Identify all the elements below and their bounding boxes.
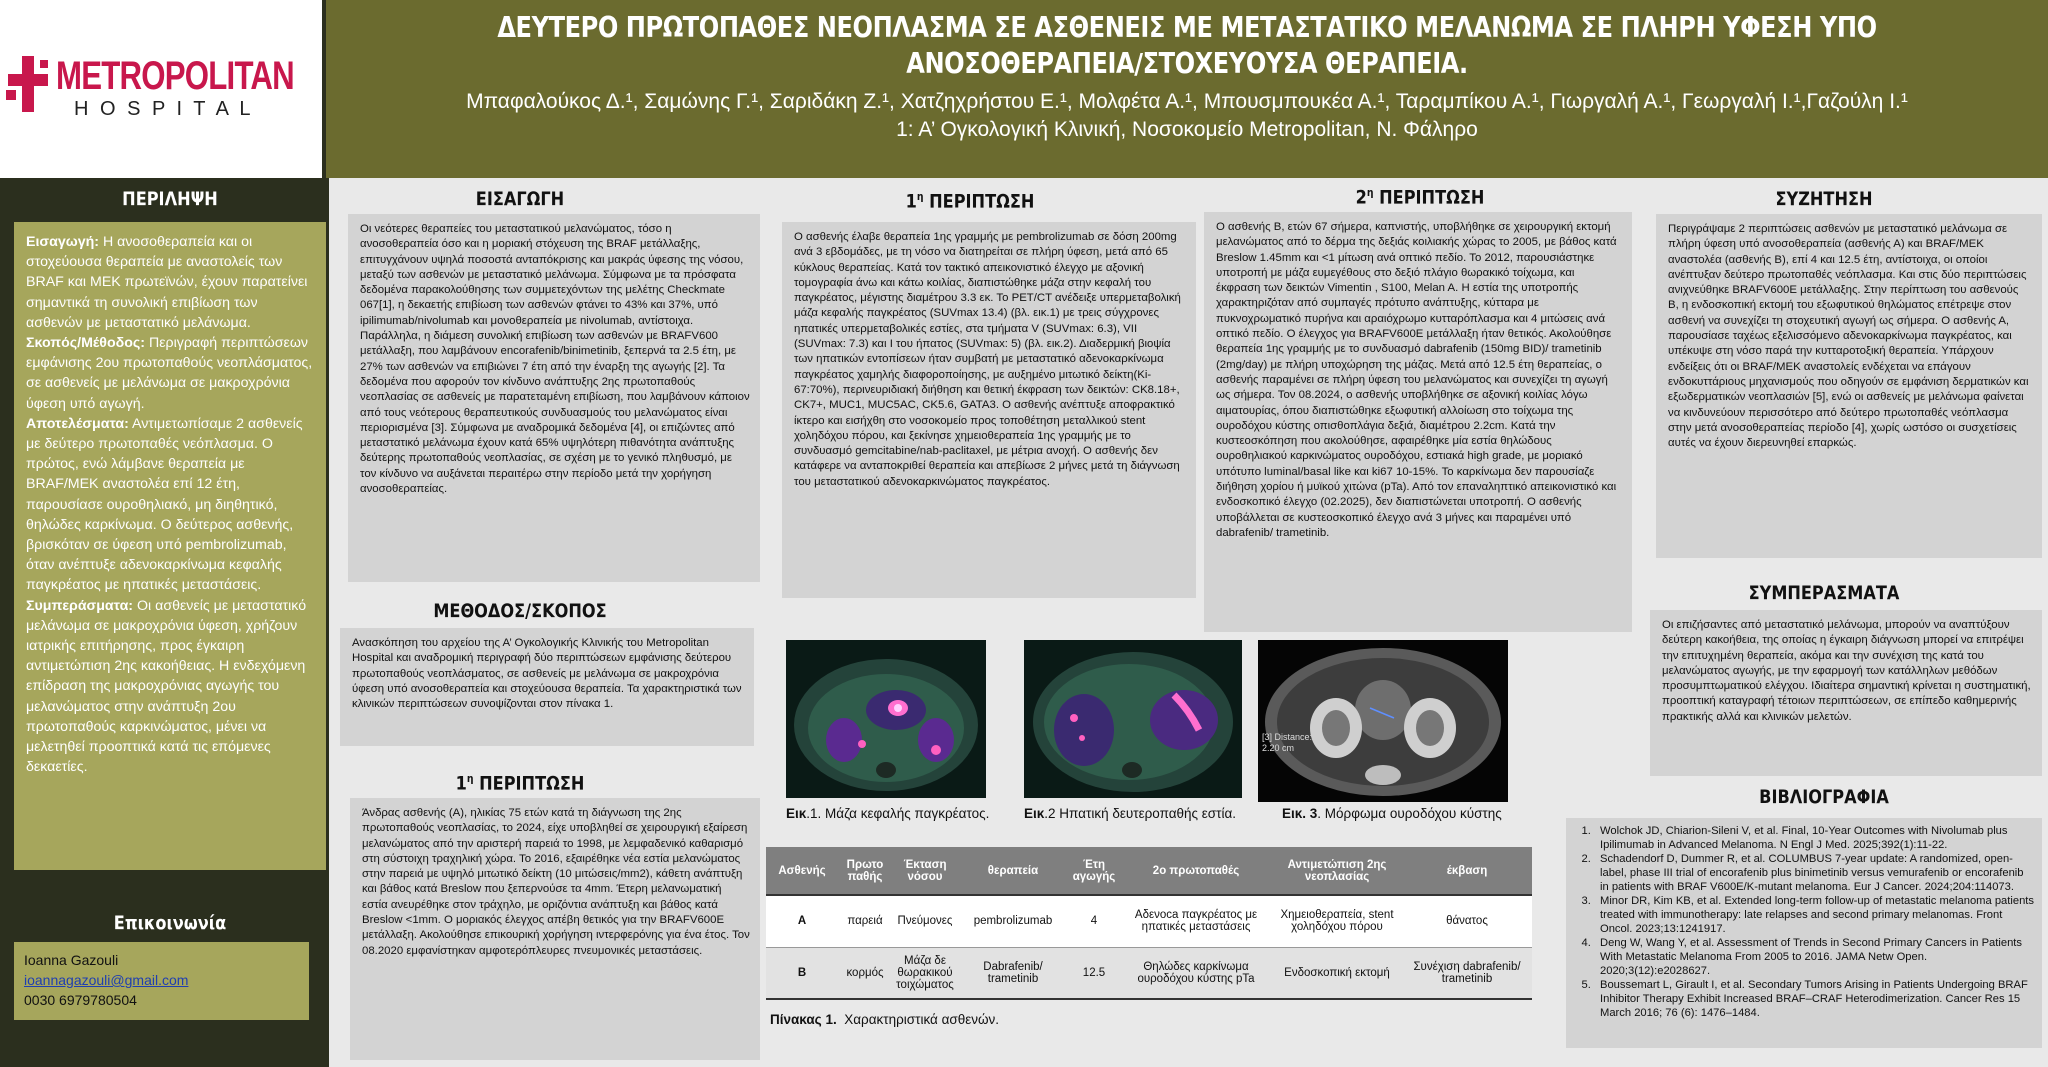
references-panel: [1566, 818, 2042, 1048]
results-label: Αποτελέσματα:: [26, 415, 129, 432]
results-summary: Αντιμετωπίσαμε 2 ασθενείς με δεύτερο πρωτοπαθές νεόπλασμα. Ο πρώτος, ενώ λάμβανε θεραπεία με BRAF/MEK αναστολέα επί 12 έτη, παρουσίασε ουροθηλιακό, μη διηθητικό, θηλώδες καρκίνωμα. Ο δεύτερος ασθενής, βρισκόταν σε ύφεση υπό pembrolizumab, όταν ανέπτυξε αδενοκαρκίνωμα κεφαλής παγκρέατος με ηπατικές μεταστάσεις.: [26, 415, 303, 594]
methods-heading: ΜΕΘΟΔΟΣ/ΣΚΟΠΟΣ: [433, 600, 607, 622]
contact-heading: Επικοινωνία: [113, 912, 227, 934]
table-cell: Ενδοσκοπική εκτομή: [1272, 947, 1402, 999]
table-row: [766, 947, 1532, 999]
table-header: 2ο πρωτοπαθές: [1120, 847, 1272, 895]
poster-header: [326, 0, 2048, 178]
contact-phone: 0030 6979780504: [24, 992, 137, 1008]
reference-item: 2. Schadendorf D, Dummer R, et al. COLUMBUS 7-year update: A randomized, open-label, phase III trial of encorafenib plus binimetinib versus vemurafenib or encorafenib in patients with BRAF V600E/K-mutant melanoma. Eur J Cancer. 2024;204:114073.: [1594, 852, 2034, 894]
reference-item: 1. Wolchok JD, Chiarion-Sileni V, et al. Final, 10-Year Outcomes with Nivolumab plus Ipilimumab in Advanced Melanoma. N Engl J Med. 2025;392(1):11-22.: [1594, 824, 2034, 852]
table-header: θεραπεία: [958, 847, 1068, 895]
ct-bladder-image: [1258, 640, 1508, 802]
conclusions-label: Συμπεράσματα:: [26, 597, 134, 614]
table-caption: Πίνακας 1. Χαρακτηριστικά ασθενών.: [770, 1012, 1000, 1027]
methods-panel: Ανασκόπηση του αρχείου της Α’ Ογκολογικής Κλινικής του Metropolitan Hospital και αναδρομική περιγραφή δύο περιπτώσεων εμφάνισης δεύτερου πρωτοπαθούς νεοπλάσματος, σε ασθενείς με μελάνωμα σε μακροχρόνια ύφεση υπό ανοσοθεραπεία και στοχεύουσα θεραπεία. Τα χαρακτηριστικά των κλινικών περιπτώσεων συνοψίζονται στον πίνακα 1.: [340, 628, 754, 746]
author-list: Μπαφαλούκος Δ.¹, Σαμώνης Γ.¹, Σαριδάκη Ζ.¹, Χατζηχρήστου Ε.¹, Μολφέτα Α.¹, Μπουσμπουκέα Α.¹, Ταραμπίκου Α.¹, Γιωργαλή Α.¹, Γεωργαλή Ι.¹,Γαζούλη Ι.¹: [466, 90, 1908, 113]
table-cell: Μάζα δε θωρακικού τοιχώματος: [892, 947, 958, 999]
table-row: [766, 895, 1532, 947]
figure-1-pet-ct: [786, 640, 986, 798]
ct-measurement-overlay: [3] Distance: 2.20 cm: [1262, 732, 1313, 753]
poster-title-line1: ΔΕΥΤΕΡΟ ΠΡΩΤΟΠΑΘΕΣ ΝΕΟΠΛΑΣΜΑ ΣΕ ΑΣΘΕΝΕΙΣ ΜΕ ΜΕΤΑΣΤΑΤΙΚΟ ΜΕΛΑΝΩΜΑ ΣΕ ΠΛΗΡΗ ΥΦΕΣΗ ΥΠΟ: [497, 11, 1877, 44]
contact-email-link[interactable]: ioannagazouli@gmail.com: [24, 972, 189, 988]
pet-scan-liver-image: [1024, 640, 1242, 798]
table-header: Πρωτο παθής: [838, 847, 892, 895]
table-cell: 4: [1068, 895, 1120, 947]
logo-area: [0, 0, 326, 178]
table-header: Αντιμετώπιση 2ης νεοπλασίας: [1272, 847, 1402, 895]
table-cell: Πνεύμονες: [892, 895, 958, 947]
summary-heading: ΠΕΡΙΛΗΨΗ: [122, 188, 218, 210]
summary-box: [14, 222, 326, 870]
case2-heading: $2^\eta$ ΠΕΡΙΠΤΩΣΗ: [1355, 186, 1485, 209]
conclusions-summary: Οι ασθενείς με μεταστατικό μελάνωμα σε μακροχρόνια ύφεση, χρήζουν ιατρικής επιτήρησης, προς έγκαιρη αντιμετώπιση 2ης κακοήθειας. Η ενδεχόμενη επίδραση της μακροχρόνιας αγωγής του μελανώματος στην ανάπτυξη 2ου πρωτοπαθούς καρκινώματος, μένει να μελετηθεί προοπτικά κατά τις επόμενες δεκαετίες.: [26, 597, 307, 776]
discussion-panel: Περιγράψαμε 2 περιπτώσεις ασθενών με μεταστατικό μελάνωμα σε πλήρη ύφεση υπό ανοσοθεραπεία (ασθενής Α) και BRAF/MEK αναστολέα (ασθενής Β), επί 4 και 12.5 έτη, αντίστοιχα, οι οποίοι ανέπτυξαν δεύτερο πρωτοπαθές νεόπλασμα. Και στις δύο περιπτώσεις ανιχνεύθηκε BRAFV600E μετάλλαξης. Στην περίπτωση του ασθενούς Β, η ενδοσκοπική εκτομή του εξωφυτικού θηλώματος επέτρεψε στον ασθενή να συνεχίζει τη στοχευτική αγωγή ως σήμερα. Ο ασθενής Α, παρουσίασε ταχέως εξελισσόμενο αδενοκαρκίνωμα παγκρέατος, και υπέκυψε στη νόσο παρά την κυτταροτοξική θεραπεία. Υπάρχουν ενδείξεις ότι οι BRAF/MEK αναστολείς ενδέχεται να επάγουν ενδοκυττάριους μηχανισμούς που οδηγούν σε εμφάνιση δερματικών και εξωδερματικών νεοπλασιών [5], ενώ οι ασθενείς με μελάνωμα φαίνεται να κινδυνεύουν περισσότερο από δεύτερο πρωτοπαθές νεόπλασμα στην μετά ανοσοθεραπείας περίοδο [4], χωρίς ωστόσο οι συσχετίσεις αυτές να έχουν διερευνηθεί επαρκώς.: [1656, 214, 2042, 558]
table-cell: 12.5: [1068, 947, 1120, 999]
aim-summary: Περιγραφή περιπτώσεων εμφάνισης 2ου πρωτοπαθούς νεοπλάσματος, σε ασθενείς με μελάνωμα σε μακροχρόνια ύφεση υπό αγωγή.: [26, 335, 313, 412]
table-cell: κορμός: [838, 947, 892, 999]
table-header: έκβαση: [1402, 847, 1532, 895]
table-cell: θάνατος: [1402, 895, 1532, 947]
table-cell: Συνέχιση dabrafenib/ trametinib: [1402, 947, 1532, 999]
intro-heading: ΕΙΣΑΓΩΓΗ: [475, 188, 565, 210]
patients-table: [766, 847, 1532, 1000]
metropolitan-cross-logo-icon: [6, 52, 50, 118]
figure-2-pet-ct: [1024, 640, 1242, 798]
case1-panel-left: Άνδρας ασθενής (Α), ηλικίας 75 ετών κατά τη διάγνωση της 2ης πρωτοπαθούς νεοπλασίας, το 2024, είχε υποβληθεί σε χειρουργική εξαίρεση μελανώματος από την αριστερή παρειά το 1998, με λεμφαδενικό καθαρισμό στη σύστοιχη τραχηλική χώρα. Το 2016, εξαιρέθηκε νέα εστία μελανώματος στην παρειά με υψηλό μιτωτικό δείκτη (10 μιτώσεις/mm2), κάθετη ανάπτυξη και βάθος κατά Breslow που ξεπερνούσε τα 4mm. Έτερη μελανωματική εστία ανευρέθηκε στον τράχηλο, με οριζόντια ανάπτυξη και βάθος κατά Breslow <1mm. Ο μοριακός έλεγχος απέβη θετικός για την BRAFV600E μετάλλαξη. Ακολούθησε επικουρική χορήγηση ιντερφερόνης για ένα έτος. Τον 08.2020 εμφανίστηκαν αμφοτερόπλευρες πνευμονικές μεταστάσεις.: [350, 798, 760, 1060]
figure-2-caption: Εικ.2 Ηπατική δευτεροπαθής εστία.: [1024, 806, 1237, 821]
reference-item: 5. Boussemart L, Girault I, et al. Secondary Tumors Arising in Patients Undergoing BRAF Inhibitor Therapy Exhibit Increased BRAF–CRAF Heterodimerization. Cancer Res 15 March 2016; 76 (6): 1476–1484.: [1594, 978, 2034, 1020]
table-header: Έκταση νόσου: [892, 847, 958, 895]
case1-panel-mid: Ο ασθενής έλαβε θεραπεία 1ης γραμμής με pembrolizumab σε δόση 200mg ανά 3 εβδομάδες, με τη νόσο να διατηρείται σε πλήρη ύφεση, μετά από 65 κύκλους θεραπείας. Κατά τον τακτικό απεικονιστικό έλεγχο με αξονική τομογραφία άνω και κάτω κοιλίας, διαπιστώθηκε μάζα στην κεφαλή του παγκρέατος, μέγιστης διαμέτρου 3.3 εκ. Το PET/CT ανέδειξε υπερμεταβολική μάζα κεφαλής παγκρέατος (SUVmax 13.4) (βλ. εικ.1) με τρεις σύγχρονες ηπατικές υπερμεταβολικές εστίες, στα τμήματα V (SUVmax: 6.3), VII (SUVmax: 7.3) και I του ήπατος (SUVmax: 5) (βλ. εικ.2). Διαδερμική βιοψία των ηπατικών εντοπίσεων ήταν συμβατή με μεταστατικό αδενοκαρκίνωμα παγκρέατος χαμηλής διαφοροποίησης, με αυξημένο μιτωτικό δείκτη(Ki-67:70%), περινευριδιακή διήθηση και θετική έκφραση των δεικτών: CK8.18+, CK7+, MUC1, MUC5AC, CK5.6, GATA3. Ο ασθενής ανέπτυξε αποφρακτικό ίκτερο και εισήχθη στο νοσοκομείο προς τοποθέτηση μεταλλικού stent χοληδόχου πόρου, και ξεκίνησε χημειοθεραπεία 1ης γραμμής με το συνδυασμό gemcitabine/nab-paclitaxel, με μέτρια ανοχή. Ο ασθενής δεν κατάφερε να ανταποκριθεί θεραπεία και απεβίωσε 2 μήνες μετά τη διάγνωση του μεταστατικού αδενοκαρκινώματος παγκρέατος.: [782, 222, 1196, 598]
conclusions-heading: ΣΥΜΠΕΡΑΣΜΑΤΑ: [1748, 582, 1900, 604]
references-list: [1574, 824, 2034, 1020]
table-cell: Α: [766, 895, 838, 947]
case1-heading-left: $1^\eta$ ΠΕΡΙΠΤΩΣΗ: [455, 772, 585, 795]
aim-label: Σκοπός/Μέθοδος:: [26, 335, 145, 352]
table-header: Έτη αγωγής: [1068, 847, 1120, 895]
figure-3-ct: [1258, 640, 1508, 802]
case2-panel: Ο ασθενής Β, ετών 67 σήμερα, καπνιστής, υποβλήθηκε σε χειρουργική εκτομή μελανώματος από το δέρμα της δεξιάς κοιλιακής χώρας το 2005, με βάθος κατά Breslow 1.45mm και <1 μίτωση ανά οπτικό πεδίο. Το 2012, παρουσιάστηκε υποτροπή με μάζα ευμεγέθους στο δεξιό πλάγιο θωρακικό τοίχωμα, και έκφραση των δεικτών Vimentin , S100, Melan A. Η εστία της υποτροπής χαρακτηριζόταν από συμπαγές πρότυπο ανάπτυξης, κύτταρα με πυκνοχρωματικό πυρήνα και αραιόχρωμο κυτταρόπλασμα και 4 μιτώσεις ανά οπτικό πεδίο. Ο έλεγχος για BRAFV600E μετάλλαξη ήταν θετικός. Ακολούθησε θεραπεία 1ης γραμμής με το συνδυασμό dabrafenib (150mg BID)/ trametinib (2mg/day) με πλήρη υποχώρηση της μάζας. Μετά από 12.5 έτη θεραπείας, ο ασθενής παραμένει σε πλήρη ύφεση του μελανώματος και συνεχίζει τη αγωγή ως σήμερα. Τον 08.2024, ο ασθενής υποβλήθηκε σε αξονική κοιλίας λόγω αιματουρίας, όπου διαπιστώθηκε εξωφυτική αλλοίωση στο τοίχωμα της ουροδόχου κύστης οπισθοπλάγια δεξιά, διαμέτρου 2.2cm. Κατά την κυστεοσκόπηση που ακολούθησε, αφαιρέθηκε μία εστία θηλώδους ουροθηλιακού καρκινώματος ουροδόχου, εστιακά high grade, με μοριακό υπότυπο luminal/basal like και ki67 10-15%. Το καρκίνωμα δεν παρουσίαζε διήθηση χορίου ή μυϊκού χιτώνα (pTa). Από τον επαναληπτικό απεικονιστικό και ενδοσκοπικό έλεγχο (02.2025), δεν διαπιστώνεται υποτροπή. Ο ασθενής υποβάλλεται σε κυστεοσκοπικό έλεγχο ανά 3 μήνες και παραμένει υπό dabrafenib/ trametinib.: [1204, 212, 1632, 632]
table-cell: Dabrafenib/ trametinib: [958, 947, 1068, 999]
reference-item: 4. Deng W, Wang Y, et al. Assessment of Trends in Second Primary Cancers in Patients With Metastatic Melanoma From 2005 to 2016. JAMA Netw Open. 2020;3(12):e2028627.: [1594, 936, 2034, 978]
table-cell: Β: [766, 947, 838, 999]
table-header: Ασθενής: [766, 847, 838, 895]
table-cell: Χημειοθεραπεία, stent χοληδόχου πόρου: [1272, 895, 1402, 947]
table-cell: παρειά: [838, 895, 892, 947]
poster-title-line2: ΑΝΟΣΟΘΕΡΑΠΕΙΑ/ΣΤΟΧΕΥΟΥΣΑ ΘΕΡΑΠΕΙΑ.: [906, 47, 1468, 80]
logo-wordmark: METROPOLITAN: [56, 54, 294, 98]
contact-name: Ioanna Gazouli: [24, 952, 119, 968]
contact-box: [14, 942, 309, 1020]
table-cell: pembrolizumab: [958, 895, 1068, 947]
reference-item: 3. Minor DR, Kim KB, et al. Extended long-term follow-up of metastatic melanoma patients treated with immunotherapy: late relapses and second primary melanomas. Front Oncol. 2023;13:1241917.: [1594, 894, 2034, 936]
intro-label: Εισαγωγή:: [26, 234, 99, 250]
figure-1-caption: Εικ.1. Μάζα κεφαλής παγκρέατος.: [786, 806, 990, 821]
table-cell: Αδενοca παγκρέατος με ηπατικές μεταστάσεις: [1120, 895, 1272, 947]
logo-subtitle: H O S P I T A L: [74, 98, 254, 120]
discussion-heading: ΣΥΖΗΤΗΣΗ: [1775, 188, 1873, 210]
pet-scan-pancreas-image: [786, 640, 986, 798]
conclusions-panel: Οι επιζήσαντες από μεταστατικό μελάνωμα, μπορούν να αναπτύξουν δεύτερη κακοήθεια, της οποίας η έγκαιρη διάγνωση μπορεί να επιτρέψει την επιτυχημένη θεραπεία, ακόμα και την συνέχιση της κατά του μελανώματος αγωγής, με την εφαρμογή των κατάλληλων μεθόδων προσυμπτωματικού ελέγχου. Ιδιαίτερα σημαντική κρίνεται η συστηματική, προοπτική καταγραφή τέτοιων περιπτώσεων, σε επίπεδο καθημερινής πρακτικής αλλά και κλινικών μελετών.: [1650, 610, 2042, 776]
intro-panel: Οι νεότερες θεραπείες του μεταστατικού μελανώματος, τόσο η ανοσοθεραπεία όσο και η μοριακή στόχευση της BRAF μετάλλαξης, επιτυγχάνουν υψηλά ποσοστά ανταπόκρισης και μακράς ύφεσης της νόσου, μεταξύ των ασθενών με μεταστατικό μελάνωμα. Σύμφωνα με τα πρόσφατα δεδομένα παρακολούθησης των συμμετεχόντων της μελέτης Checkmate 067[1], η δεκαετής επιβίωση των ασθενών φτάνει το 43% και 37%, υπό ipilimumab/nivolumab και μονοθεραπεία με nivolumab, αντίστοιχα. Παράλληλα, η διάμεση συνολική επιβίωση των ασθενών με BRAFV600 μετάλλαξη, που λαμβάνουν encorafenib/binimetinib, ξεπερνά τα 2.5 έτη, με 27% των ασθενών να επιβιώνει 7 έτη από την έναρξη της αγωγής [2]. Τα δεδομένα που αφορούν τον κίνδυνο ανάπτυξης 2ης πρωτοπαθούς νεοπλασίας σε ασθενείς με παρατεταμένη επιβίωση, που λαμβάνουν κάποιον από τους νεότερους θεραπευτικούς συνδυασμούς του μελανώματος είναι περιορισμένα [3]. Σύμφωνα με αναδρομικά δεδομένα [4], οι επιζώντες από μεταστατικό μελάνωμα έχουν κατά 65% υψηλότερη πιθανότητα ανάπτυξης δεύτερης πρωτοπαθούς νεοπλασίας, σε σχέση με το γενικό πληθυσμό, με τον κίνδυνο να αυξάνεται περαιτέρω στην περίοδο μετά την χορήγηση ανοσοθεραπείας.: [348, 214, 760, 582]
intro-summary: Η ανοσοθεραπεία και οι στοχεύουσα θεραπεία με αναστολείς των BRAF και MEK πρωτεϊνών, έχουν παρατείνει σημαντικά τη συνολική επιβίωση των ασθενών με μεταστατικό μελάνωμα.: [26, 234, 308, 331]
summary-text: [14, 222, 326, 777]
affiliation: 1: Α’ Ογκολογική Κλινική, Νοσοκομείο Metropolitan, Ν. Φάληρο: [896, 118, 1478, 141]
table-header-row: [766, 847, 1532, 895]
references-heading: ΒΙΒΛΙΟΓΡΑΦΙΑ: [1759, 786, 1889, 808]
case1-heading-mid: $1^\eta$ ΠΕΡΙΠΤΩΣΗ: [905, 190, 1035, 213]
table-cell: Θηλώδες καρκίνωμα ουροδόχου κύστης pTa: [1120, 947, 1272, 999]
figure-3-caption: Εικ. 3. Μόρφωμα ουροδόχου κύστης: [1282, 806, 1502, 821]
